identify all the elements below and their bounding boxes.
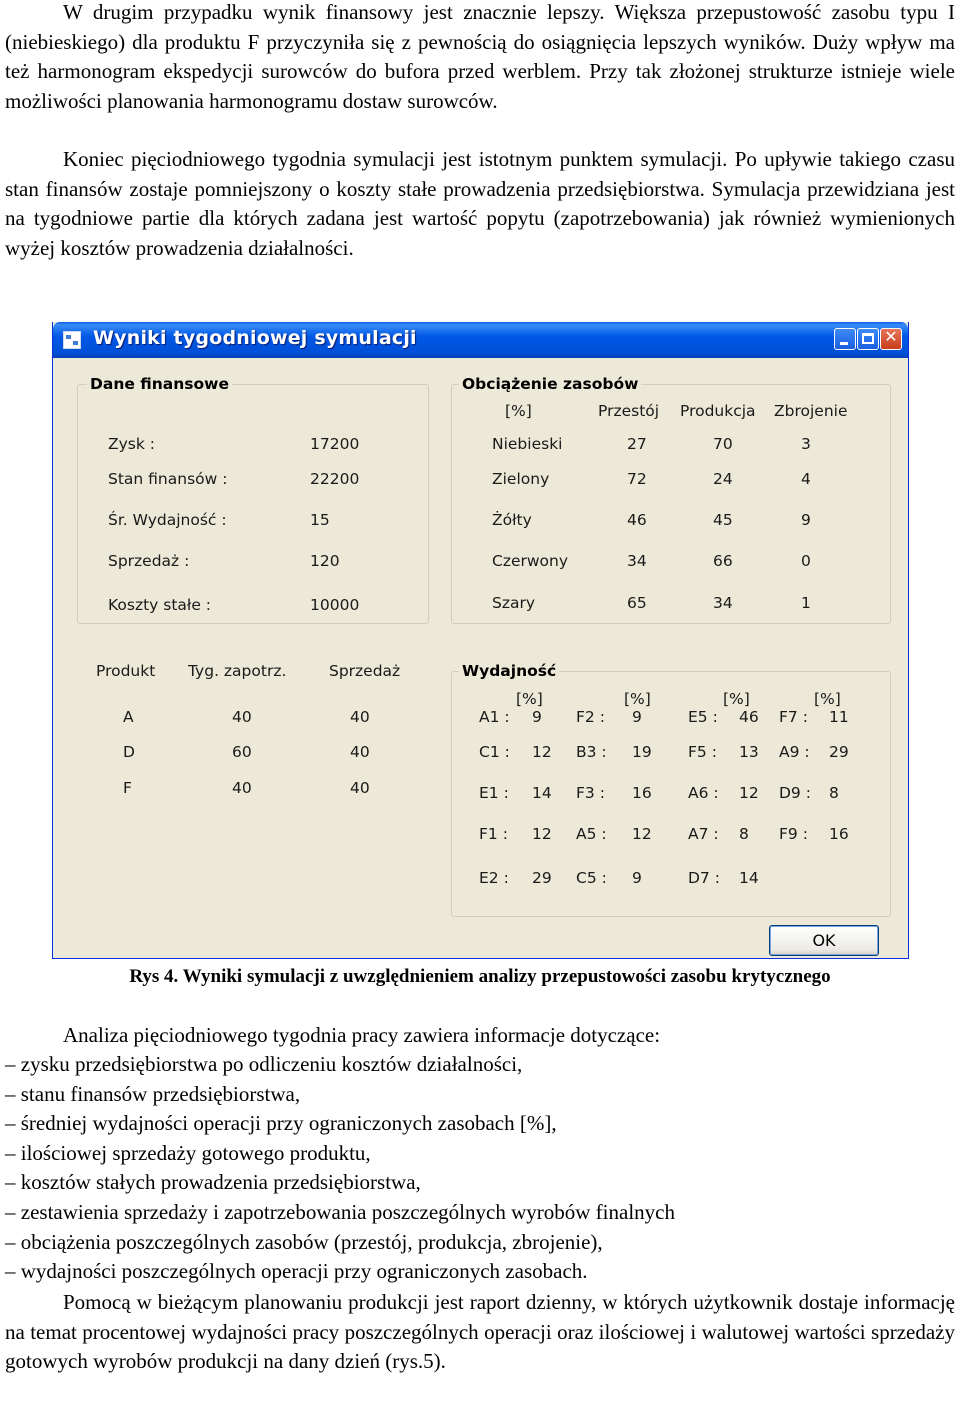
operation-value: 9	[532, 708, 542, 726]
product-name: D	[123, 743, 135, 761]
list-item: – ilościowej sprzedaży gotowego produktu,	[5, 1140, 371, 1165]
resource-name: Zielony	[492, 470, 550, 488]
product-name: A	[123, 708, 134, 726]
efficiency-group-title: Wydajność	[459, 662, 559, 680]
finance-value: 17200	[310, 435, 360, 453]
operation-label: F7 :	[779, 708, 808, 726]
resource-name: Niebieski	[492, 435, 563, 453]
ok-button[interactable]: OK	[769, 925, 879, 956]
operation-label: C5 :	[576, 869, 607, 887]
list-item: – stanu finansów przedsiębiorstwa,	[5, 1081, 301, 1106]
window-content	[53, 358, 908, 958]
operation-label: E5 :	[688, 708, 718, 726]
minimize-icon	[840, 342, 848, 345]
resource-name: Czerwony	[492, 552, 569, 570]
product-demand: 40	[232, 708, 252, 726]
operation-value: 12	[532, 825, 552, 843]
products-header: Tyg. zapotrz.	[188, 662, 287, 680]
paragraph-week-end: Koniec pięciodniowego tygodnia symulacji jest istotnym punktem symulacji. Po upływie takiego czasu stan finansów zostaje pomniejszony o koszty stałe prowadzenia przedsiębiorstwa. Symulacja przewidziana jest na tygodniowe partie dla których zadana jest wartość popytu (zapotrzebowania) jak również wymienionych wyżej kosztów prowadzenia działalności.	[5, 147, 955, 260]
operation-value: 14	[532, 784, 552, 802]
operation-label: B3 :	[576, 743, 607, 761]
operation-value: 8	[739, 825, 749, 843]
window-title: Wyniki tygodniowej symulacji	[93, 327, 417, 349]
operation-label: D9 :	[779, 784, 811, 802]
list-item: – kosztów stałych prowadzenia przedsiębiorstwa,	[5, 1170, 421, 1195]
finance-label: Śr. Wydajność :	[108, 511, 227, 529]
product-demand: 40	[232, 779, 252, 797]
operation-label: A7 :	[688, 825, 719, 843]
finance-value: 22200	[310, 470, 360, 488]
operation-value: 16	[632, 784, 652, 802]
product-sold: 40	[350, 743, 370, 761]
operation-value: 19	[632, 743, 652, 761]
operation-value: 11	[829, 708, 849, 726]
operation-value: 29	[829, 743, 849, 761]
paragraph-intro: W drugim przypadku wynik finansowy jest znacznie lepszy. Większa przepustowość zasobu typu I (niebieskiego) dla produktu F przyczyniła się z pewnością do osiągnięcia lepszych wyników. Duży wpływ ma też harmonogram ekspedycji surowców do bufora przed werblem. Przy tak złożonej strukturze istnieje wiele możliwości planowania harmonogramu dostaw surowców.	[5, 0, 955, 113]
finance-group	[77, 384, 429, 624]
operation-value: 9	[632, 869, 642, 887]
operation-value: 9	[632, 708, 642, 726]
efficiency-unit: [%]	[814, 690, 841, 708]
operation-value: 14	[739, 869, 759, 887]
operation-value: 46	[739, 708, 759, 726]
minimize-button[interactable]	[834, 328, 856, 350]
operation-label: F1 :	[479, 825, 508, 843]
resource-value: 24	[713, 470, 733, 488]
figure-caption: Rys 4. Wyniki symulacji z uwzględnieniem analizy przepustowości zasobu krytycznego	[129, 966, 831, 987]
resources-header: Zbrojenie	[774, 402, 848, 420]
efficiency-unit: [%]	[624, 690, 651, 708]
maximize-icon	[862, 333, 874, 344]
close-button[interactable]	[880, 328, 902, 350]
finance-group-title: Dane finansowe	[87, 375, 232, 393]
product-demand: 60	[232, 743, 252, 761]
operation-label: E1 :	[479, 784, 509, 802]
operation-value: 12	[532, 743, 552, 761]
operation-value: 13	[739, 743, 759, 761]
finance-value: 10000	[310, 596, 360, 614]
list-item: – obciążenia poszczególnych zasobów (przestój, produkcja, zbrojenie),	[5, 1229, 603, 1254]
resource-value: 0	[801, 552, 811, 570]
operation-label: F2 :	[576, 708, 605, 726]
finance-value: 15	[310, 511, 330, 529]
list-item: – średniej wydajności operacji przy ograniczonych zasobach [%],	[5, 1111, 557, 1136]
paragraph-daily-report: Pomocą w bieżącym planowaniu produkcji jest raport dzienny, w których użytkownik dostaje informację na temat procentowej wydajności pracy poszczególnych operacji oraz ilościowej i walutowej wartości sprzedaży gotowych wyrobów produkcji na dany dzień (rys.5).	[5, 1290, 955, 1374]
finance-label: Koszty stałe :	[108, 596, 212, 614]
resource-value: 4	[801, 470, 811, 488]
operation-label: F9 :	[779, 825, 808, 843]
product-sold: 40	[350, 708, 370, 726]
resource-value: 9	[801, 511, 811, 529]
close-icon: ✕	[884, 327, 898, 346]
resources-group	[451, 384, 891, 624]
operation-value: 16	[829, 825, 849, 843]
resources-header: Przestój	[598, 402, 660, 420]
resource-value: 66	[713, 552, 733, 570]
operation-label: F5 :	[688, 743, 717, 761]
efficiency-unit: [%]	[723, 690, 750, 708]
operation-value: 29	[532, 869, 552, 887]
operation-value: 12	[739, 784, 759, 802]
operation-label: A1 :	[479, 708, 510, 726]
finance-label: Zysk :	[108, 435, 155, 453]
resource-value: 1	[801, 594, 811, 612]
resources-header: Produkcja	[680, 402, 756, 420]
maximize-button[interactable]	[857, 328, 879, 350]
resource-name: Żółty	[492, 511, 532, 529]
products-header: Produkt	[96, 662, 156, 680]
finance-value: 120	[310, 552, 340, 570]
resources-header: [%]	[505, 402, 532, 420]
resources-group-title: Obciążenie zasobów	[459, 375, 641, 393]
finance-label: Sprzedaż :	[108, 552, 190, 570]
resource-value: 72	[627, 470, 647, 488]
results-window	[52, 322, 909, 959]
operation-label: A9 :	[779, 743, 810, 761]
resource-value: 34	[713, 594, 733, 612]
window-titlebar	[53, 322, 908, 358]
resource-value: 65	[627, 594, 647, 612]
resource-value: 45	[713, 511, 733, 529]
operation-label: D7 :	[688, 869, 720, 887]
operation-label: A5 :	[576, 825, 607, 843]
resource-value: 70	[713, 435, 733, 453]
operation-value: 8	[829, 784, 839, 802]
paragraph-analysis: Analiza pięciodniowego tygodnia pracy zawiera informacje dotyczące:	[63, 1023, 661, 1047]
products-header: Sprzedaż	[329, 662, 401, 680]
finance-label: Stan finansów :	[108, 470, 228, 488]
operation-label: C1 :	[479, 743, 510, 761]
operation-label: E2 :	[479, 869, 509, 887]
operation-label: A6 :	[688, 784, 719, 802]
list-item: – zysku przedsiębiorstwa po odliczeniu kosztów działalności,	[5, 1052, 523, 1076]
resource-value: 3	[801, 435, 811, 453]
efficiency-unit: [%]	[516, 690, 543, 708]
resource-value: 27	[627, 435, 647, 453]
app-icon	[63, 331, 81, 349]
list-item: – wydajności poszczególnych operacji przy ograniczonych zasobach.	[5, 1259, 588, 1284]
product-sold: 40	[350, 779, 370, 797]
resource-value: 34	[627, 552, 647, 570]
bullet-list	[5, 1050, 955, 1287]
operation-value: 12	[632, 825, 652, 843]
resource-name: Szary	[492, 594, 536, 612]
operation-label: F3 :	[576, 784, 605, 802]
product-name: F	[123, 779, 132, 797]
list-item: – zestawienia sprzedaży i zapotrzebowania poszczególnych wyrobów finalnych	[5, 1199, 675, 1224]
resource-value: 46	[627, 511, 647, 529]
